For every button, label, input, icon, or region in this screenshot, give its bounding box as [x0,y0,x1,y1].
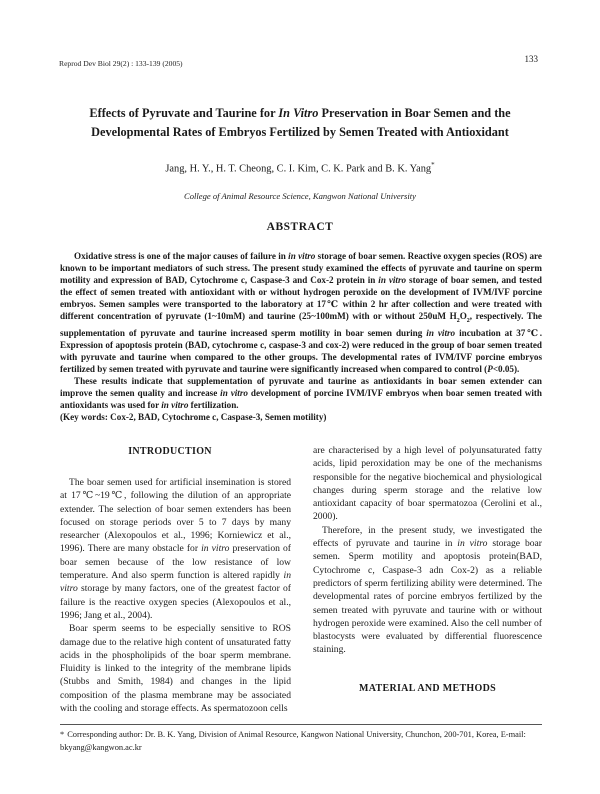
abs-text: , respectively. The supplementation of pyruvate and taurine increased sperm motility in boar semen during [60,311,542,338]
footnote-mark: * [60,730,65,739]
abs-italic: in vitro [220,387,248,398]
affiliation: College of Animal Resource Science, Kangwon National University [184,191,416,201]
title-line1-start: Effects of Pyruvate and Taurine for [89,106,279,120]
intro-paragraph-1 [60,476,291,622]
methods-heading: MATERIAL AND METHODS [359,683,496,694]
abs-text: O [459,311,467,321]
footnote [60,728,542,754]
abs-sub: 2 [466,317,470,324]
intro-text: The boar semen used for artificial insemination is stored at 17℃~19℃, following the dilution of an appropriate extender. The selection of boar semen extenders has been focused on storage periods over 5 to 7 days by many researcher (Alexopoulos et al., 1996; Korniewicz et al., 1996). There are many obstacle for [60,477,291,555]
right-column [313,444,542,657]
authors [60,161,540,174]
intro-italic: in vitro [457,538,488,550]
abs-italic: in vitro [161,399,189,410]
intro-paragraph-2: Boar sperm seems to be especially sensitive to ROS damage due to the relative high content of unsaturated fatty acids in the phospholipids of the boar sperm membrane. Fluidity is linked to the integrity of the membrane lipids (Stubbs and Smith, 1984) and changes in the lipid composition of the plasma membrane may be associated with the cooling and storage effects. As spermatozoon cells [60,623,291,715]
abstract-paragraph-1 [60,250,542,375]
abs-italic: P [487,363,493,374]
intro-paragraph-3 [313,524,542,657]
page-number: 133 [524,54,538,64]
title-line2: Developmental Rates of Embryos Fertilized by Semen Treated with Antioxidant [91,125,509,139]
abs-italic: in vitro [288,251,316,261]
intro-text: Therefore, in the present study, we investigated the effects of pyruvate and taurine in [313,524,542,550]
abstract-heading: ABSTRACT [266,221,334,233]
title-line1-italic: In Vitro [278,106,319,120]
author-list: Jang, H. Y., H. T. Cheong, C. I. Kim, C. K. Park and B. K. Yang [165,163,432,175]
left-column [60,476,291,715]
intro-paragraph-2-cont: are characterised by a high level of polyunsaturated fatty acids, lipid peroxidation may be one of the mechanisms responsible for the negative biochemical and physiological changes during sperm storage and the relative low antioxidant capacity of boar spermatozoa (Cerolini et al., 2000). [313,445,542,523]
intro-text: storage by many factors, one of the greatest factor of failure is the reactive oxygen species (Alexopoulos et al., 1996; Jang et al., 2004). [60,583,291,621]
footnote-divider [60,724,542,725]
intro-italic: in vitro [60,570,291,595]
key-words: (Key words: Cox-2, BAD, Cytochrome c, Caspase-3, Semen motility) [60,411,327,422]
abs-text: development of porcine IVM/IVF embryos when boar semen treated with antioxidants was used for [60,387,542,410]
intro-italic: in vitro [201,543,230,555]
abstract-paragraph-2 [60,375,542,411]
introduction-heading: INTRODUCTION [128,446,212,457]
abs-text: These results indicate that supplementation of pyruvate and taurine as antioxidants in boar semen extender can improve the semen quality and increase [60,375,542,398]
title-line1-end: Preservation in Boar Semen and the [318,106,511,120]
abs-text: storage of boar semen. Reactive oxygen species (ROS) are known to be important mediators of such stress. The present study examined the effects of pyruvate and taurine on sperm motility and expression of BAD, Cytochrome c, Caspase-3 and Cox-2 protein in [60,251,542,285]
paper-title [60,104,540,142]
abstract-body [60,250,542,423]
running-head: Reprod Dev Biol 29(2) : 133-139 (2005) [59,59,183,68]
abs-text: Oxidative stress is one of the major causes of failure in [74,251,289,261]
footnote-text: Corresponding author: Dr. B. K. Yang, Division of Animal Resource, Kangwon National University, Chunchon, 200-701, Korea, E-mail: bkyang@kangwon.ac.kr [60,730,526,752]
abs-text: <0.05). [492,363,520,374]
abs-text: storage of boar semen, and tested the effect of semen treated with antioxidant with or without hydrogen peroxide on the development of IVM/IVF porcine embryos. Semen samples were transported to the laboratory at 17℃ within 2 hr after collection and were treated with different concentration of pyruvate (1~10mM) and taurine (25~100mM) with or without 250uM H [60,275,542,321]
abs-text: incubation at 37℃. Expression of apoptosis protein (BAD, cytochrome c, caspase-3 and cox-2) were reduced in the group of boar semen treated with pyruvate and taurine when compared to the other groups. The developmental rates of IVM/IVF porcine embryos fertilized by semen treated with pyruvate and taurine were significantly increased when compared to control ( [60,327,542,374]
intro-text: storage boar semen. Sperm motility and apoptosis protein(BAD, Cytochrome c, Caspase-3 adn Cox-2) as a reliable predictors of sperm fertilizing ability were determined. The developmental rates of porcine embryos fertilized by the semen treated with pyruvate and taurine with or without hydrogen peroxide were examined. Also the cell number of blastocysts were evaluated by differential fluorescence staining. [313,538,542,656]
corresponding-mark: * [431,161,435,169]
intro-text: preservation of boar semen because of the low resistance of low temperature. And also sperm function is altered rapidly [60,543,291,582]
abs-text: fertilization. [188,399,239,410]
abs-italic: in vitro [378,275,407,285]
abs-italic: in vitro [426,327,456,338]
abs-sub: 2 [456,317,460,324]
